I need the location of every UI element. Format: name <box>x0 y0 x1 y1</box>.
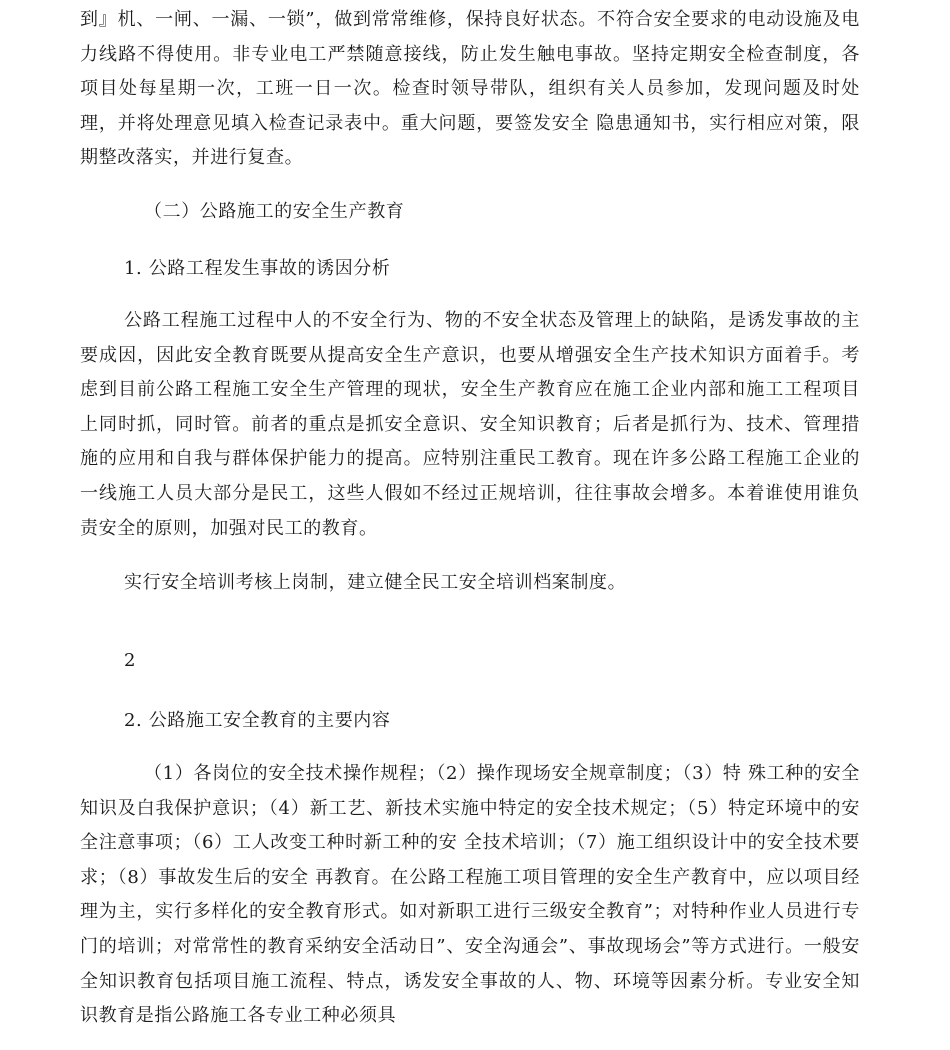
subsection-heading-education-content: 2. 公路施工安全教育的主要内容 <box>124 710 391 731</box>
paragraph-education-content: （1）各岗位的安全技术操作规程；（2）操作现场安全规章制度；（3）特 殊工种的安全知识及白我保护意识；（4）新工艺、新技术实施中特定的安全技术规定；（5）特定环境中的安全注意事项；（6）工人改变工种时新工种的安 全技术培训；（7）施工组织设计中的安全技术要求；（8）事故发生后的安全 再教育。在公路工程施工项目管理的安全生产教育中，应以项目经理为主，实行多样化的安全教育形式。如对新职工进行三级安全教育”；对特种作业人员进行专门的培训；对常常性的教育采纳安全活动日”、安全沟通会”、事故现场会”等方式进行。一般安全知识教育包括项目施工流程、特点，诱发安全事故的人、物、环境等因素分析。专业安全知识教育是指公路施工各专业工种必须具 <box>80 763 860 1027</box>
subsection-heading-accident-causes: 1. 公路工程发生事故的诱因分析 <box>124 258 391 279</box>
page-number: 2 <box>124 650 137 671</box>
paragraph-accident-causes: 公路工程施工过程中人的不安全行为、物的不安全状态及管理上的缺陷，是诱发事故的主要成因，因此安全教育既要从提高安全生产意识，也要从增强安全生产技术知识方面着手。考虑到目前公路工程施工安全生产管理的现状，安全生产教育应在施工企业内部和施工工程项目上同时抓，同时管。前者的重点是抓安全意识、安全知识教育；后者是抓行为、技术、管理措施的应用和自我与群体保护能力的提高。应特别注重民工教育。现在许多公路工程施工企业的一线施工人员大部分是民工，这些人假如不经过正规培训，往往事故会增多。本着谁使用谁负责安全的原则，加强对民工的教育。 <box>80 310 860 539</box>
paragraph-training-system: 实行安全培训考核上岗制，建立健全民工安全培训档案制度。 <box>124 572 627 593</box>
paragraph-electrical-safety: 到』机、一闸、一漏、一锁”，做到常常维修，保持良好状态。不符合安全要求的电动设施及电力线路不得使用。非专业电工严禁随意接线，防止发生触电事故。坚持定期安全检查制度，各项目处每星期一次，工班一日一次。检查时领导带队，组织有关人员参加，发现问题及时处理，并将处理意见填入检查记录表中。重大问题，要签发安全 隐患通知书，实行相应对策，限期整改落实，并进行复查。 <box>80 9 860 169</box>
section-heading-safety-education: （二）公路施工的安全生产教育 <box>144 201 405 222</box>
